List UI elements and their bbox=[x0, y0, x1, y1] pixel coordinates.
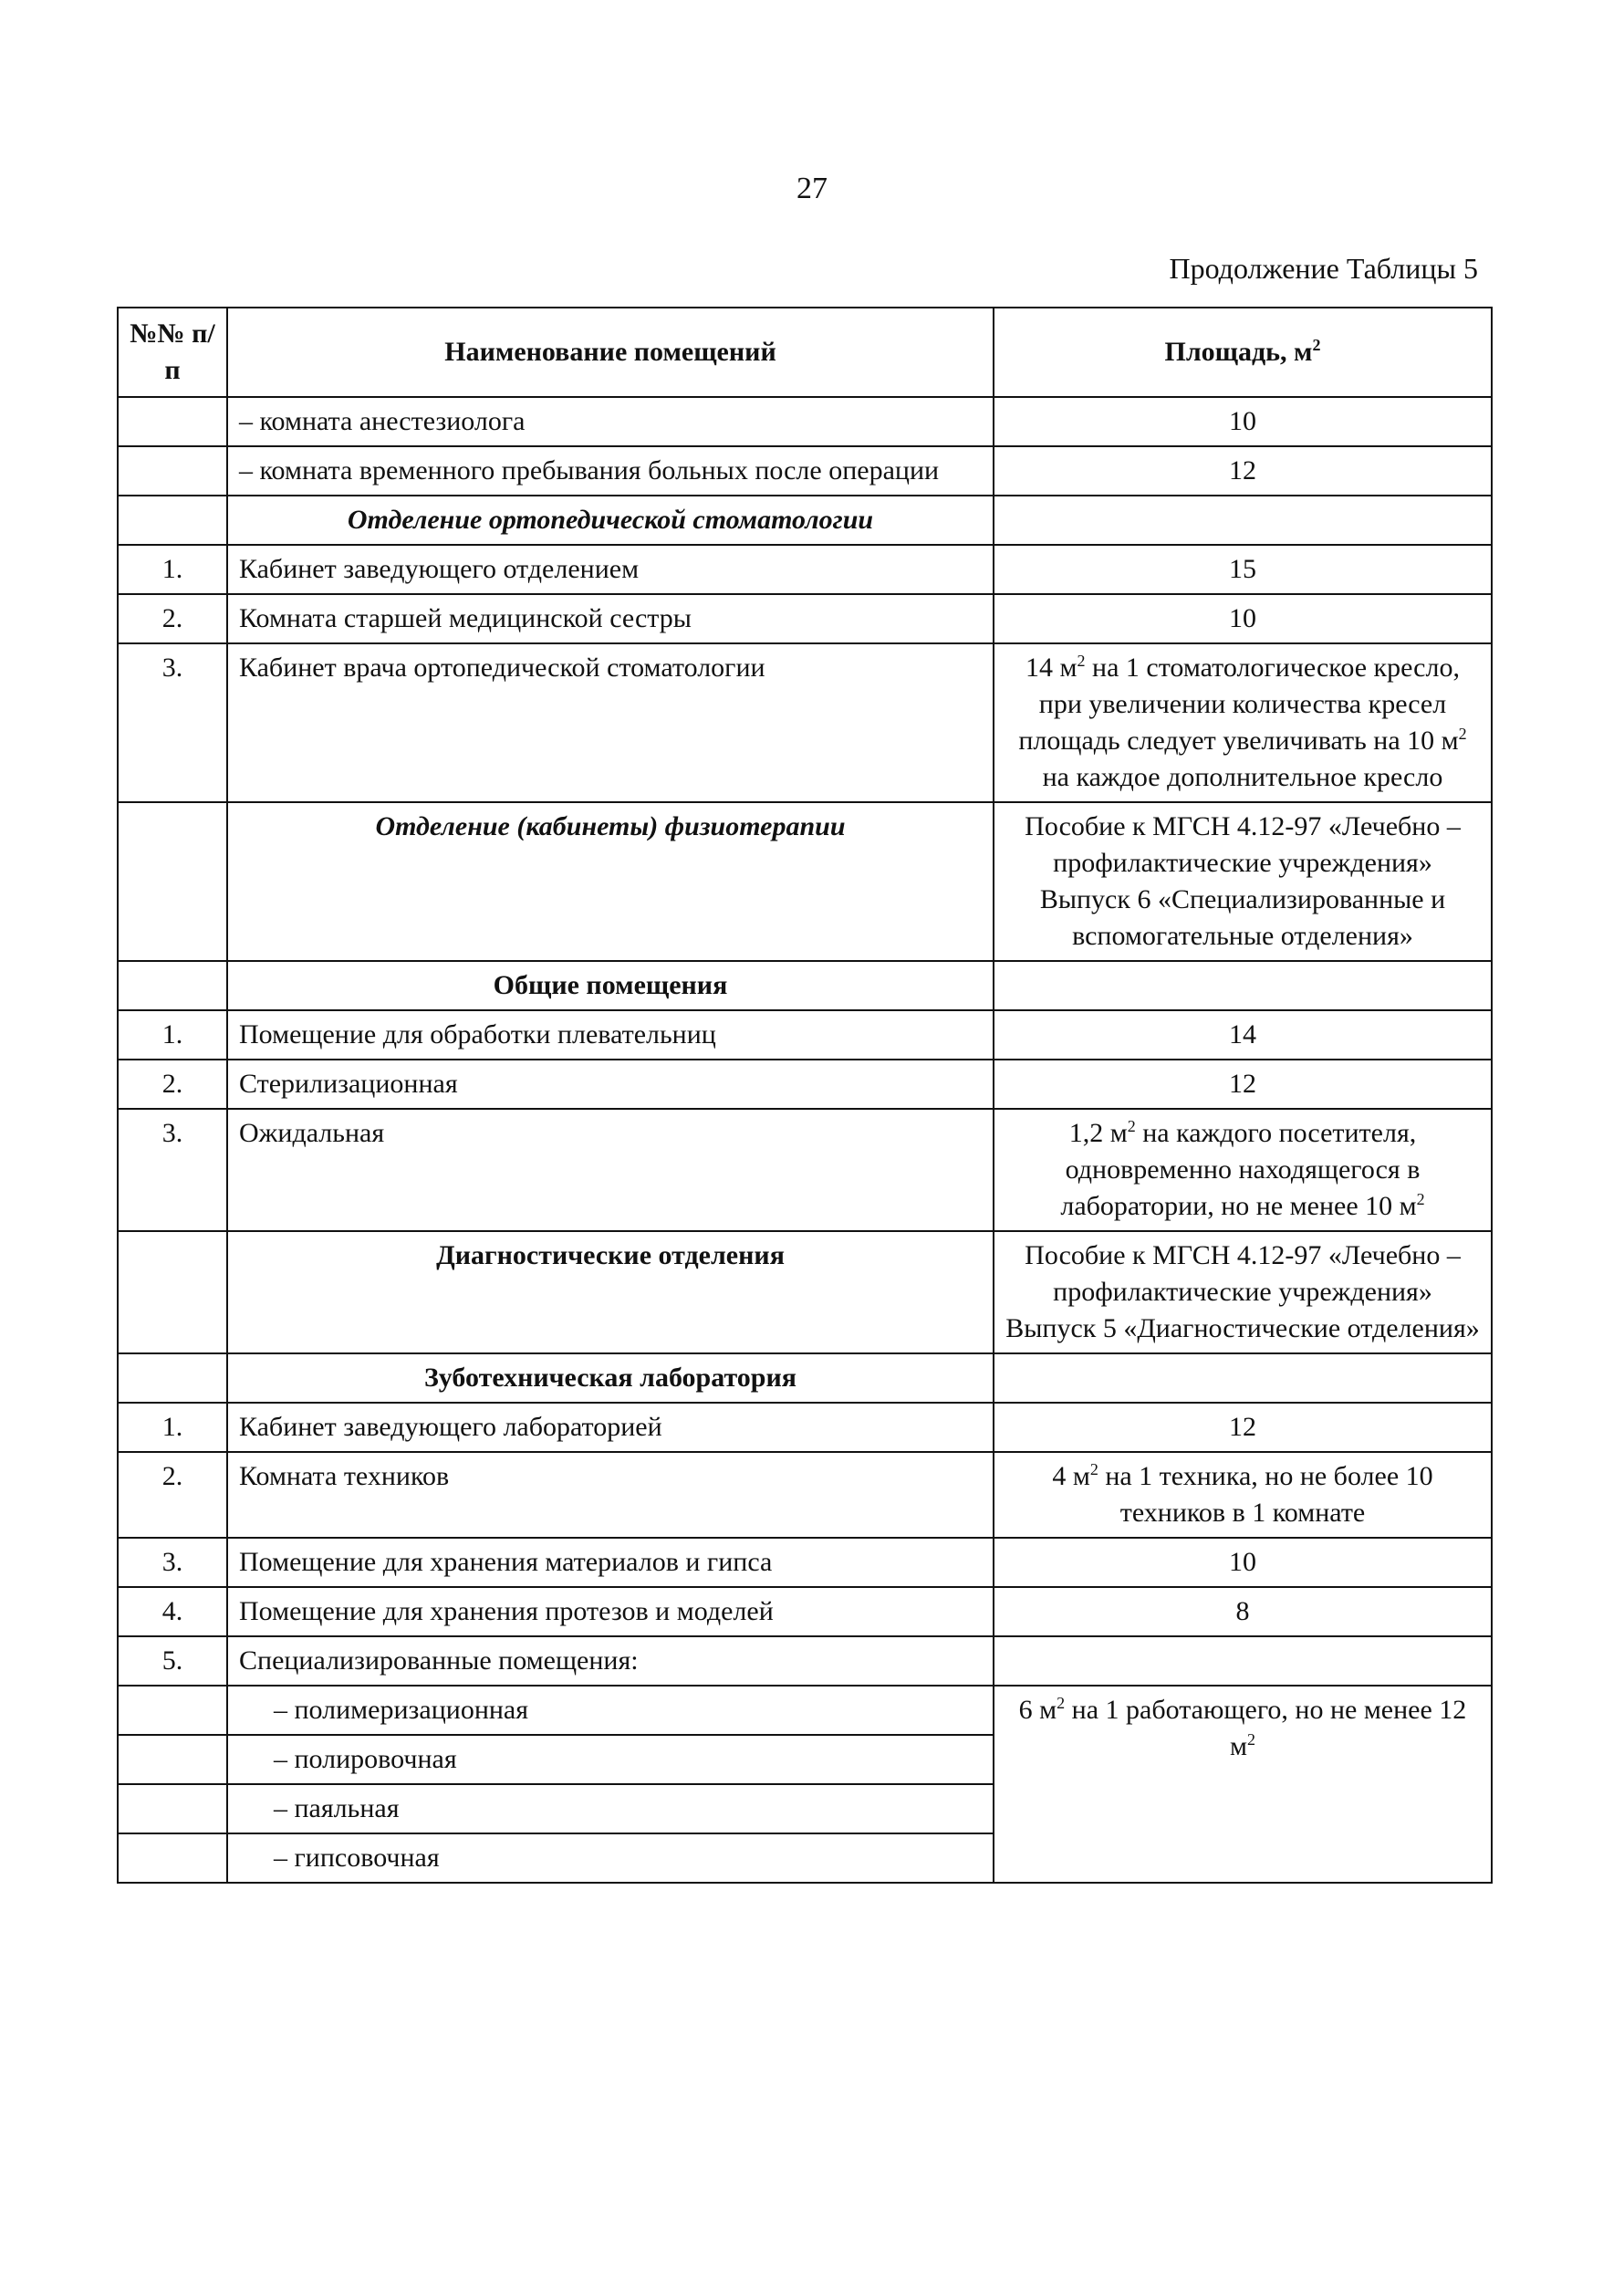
table-row bbox=[118, 643, 1492, 802]
room-area: 1,2 $м^2$ на каждого посетителя, одновременно находящегося в лаборатории, но не менее 10 $м^2$ bbox=[994, 1109, 1492, 1231]
row-number bbox=[118, 961, 227, 1010]
room-name: Кабинет заведующего лабораторией bbox=[227, 1403, 994, 1452]
room-area: 15 bbox=[994, 545, 1492, 594]
room-name: Помещение для хранения материалов и гипса bbox=[227, 1538, 994, 1587]
room-area: 14 bbox=[994, 1010, 1492, 1060]
row-number: 1. bbox=[118, 545, 227, 594]
room-name: – комната анестезиолога bbox=[227, 397, 994, 446]
section-title: Отделение ортопедической стоматологии bbox=[227, 496, 994, 545]
room-name: – гипсовочная bbox=[227, 1833, 994, 1883]
section-row bbox=[118, 802, 1492, 961]
section-title: Отделение (кабинеты) физиотерапии bbox=[227, 802, 994, 961]
row-number bbox=[118, 1784, 227, 1833]
room-area: 10 bbox=[994, 594, 1492, 643]
row-number: 1. bbox=[118, 1010, 227, 1060]
table-row bbox=[118, 1403, 1492, 1452]
room-name: Кабинет врача ортопедической стоматологии bbox=[227, 643, 994, 802]
row-number bbox=[118, 1735, 227, 1784]
room-area: 12 bbox=[994, 1060, 1492, 1109]
room-area: 8 bbox=[994, 1587, 1492, 1636]
room-name: Помещение для обработки плевательниц bbox=[227, 1010, 994, 1060]
superscript-2: 2 bbox=[1089, 1460, 1098, 1478]
section-title: Зуботехническая лаборатория bbox=[227, 1353, 994, 1403]
section-title: Общие помещения bbox=[227, 961, 994, 1010]
table-row bbox=[118, 1010, 1492, 1060]
room-area: Пособие к МГСН 4.12-97 «Лечебно – профилактические учреждения» Выпуск 5 «Диагностические отделения» bbox=[994, 1231, 1492, 1353]
row-number: 3. bbox=[118, 643, 227, 802]
table-row bbox=[118, 1686, 1492, 1735]
row-number: 3. bbox=[118, 1109, 227, 1231]
table-row bbox=[118, 1587, 1492, 1636]
header-num: №№ п/п bbox=[118, 308, 227, 397]
superscript-2: 2 bbox=[1246, 1730, 1255, 1749]
table-row bbox=[118, 1060, 1492, 1109]
room-area bbox=[994, 961, 1492, 1010]
superscript-2: 2 bbox=[1077, 652, 1086, 670]
room-name: – полировочная bbox=[227, 1735, 994, 1784]
room-name: Ожидальная bbox=[227, 1109, 994, 1231]
table-row bbox=[118, 397, 1492, 446]
table-row bbox=[118, 446, 1492, 496]
section-row bbox=[118, 496, 1492, 545]
room-name: Помещение для хранения протезов и моделей bbox=[227, 1587, 994, 1636]
row-number bbox=[118, 1686, 227, 1735]
page-number: 27 bbox=[796, 172, 828, 205]
room-area: 4 $м^2$ на 1 техника, но не более 10 техников в 1 комнате bbox=[994, 1452, 1492, 1538]
row-number bbox=[118, 1231, 227, 1353]
room-name: Стерилизационная bbox=[227, 1060, 994, 1109]
superscript-2: 2 bbox=[1416, 1190, 1425, 1208]
row-number bbox=[118, 446, 227, 496]
room-area bbox=[994, 1353, 1492, 1403]
superscript-2: 2 bbox=[1127, 1117, 1136, 1135]
row-number: 4. bbox=[118, 1587, 227, 1636]
table-row bbox=[118, 594, 1492, 643]
header-area bbox=[994, 308, 1492, 397]
row-number bbox=[118, 496, 227, 545]
superscript-2: 2 bbox=[1057, 1694, 1066, 1712]
room-name: Комната техников bbox=[227, 1452, 994, 1538]
row-number: 5. bbox=[118, 1636, 227, 1686]
room-area bbox=[994, 1636, 1492, 1686]
superscript-2: 2 bbox=[1458, 725, 1467, 743]
room-area: Пособие к МГСН 4.12-97 «Лечебно – профилактические учреждения» Выпуск 6 «Специализированные и вспомогательные отделения» bbox=[994, 802, 1492, 961]
row-number bbox=[118, 1353, 227, 1403]
table-row bbox=[118, 1452, 1492, 1538]
rooms-table bbox=[117, 307, 1493, 1884]
room-area bbox=[994, 496, 1492, 545]
room-name: Комната старшей медицинской сестры bbox=[227, 594, 994, 643]
header-area-sup: 2 bbox=[1312, 336, 1321, 354]
room-name: – комната временного пребывания больных после операции bbox=[227, 446, 994, 496]
row-number: 2. bbox=[118, 1060, 227, 1109]
table-body bbox=[118, 397, 1492, 1883]
header-name: Наименование помещений bbox=[227, 308, 994, 397]
section-row bbox=[118, 1231, 1492, 1353]
room-area: 10 bbox=[994, 1538, 1492, 1587]
table-row bbox=[118, 545, 1492, 594]
room-name: – полимеризационная bbox=[227, 1686, 994, 1735]
section-row bbox=[118, 1353, 1492, 1403]
room-area: 6 $м^2$ на 1 работающего, но не менее 12 $м^2$ bbox=[994, 1686, 1492, 1883]
row-number bbox=[118, 1833, 227, 1883]
table-row bbox=[118, 1109, 1492, 1231]
table-continuation-caption: Продолжение Таблицы 5 bbox=[1169, 252, 1478, 285]
room-name: – паяльная bbox=[227, 1784, 994, 1833]
row-number: 1. bbox=[118, 1403, 227, 1452]
row-number: 2. bbox=[118, 594, 227, 643]
section-title: Диагностические отделения bbox=[227, 1231, 994, 1353]
row-number: 3. bbox=[118, 1538, 227, 1587]
row-number bbox=[118, 397, 227, 446]
table-header-row bbox=[118, 308, 1492, 397]
table-row bbox=[118, 1636, 1492, 1686]
room-area: 12 bbox=[994, 446, 1492, 496]
room-name: Специализированные помещения: bbox=[227, 1636, 994, 1686]
section-row bbox=[118, 961, 1492, 1010]
row-number bbox=[118, 802, 227, 961]
row-number: 2. bbox=[118, 1452, 227, 1538]
room-area: 14 $м^2$ на 1 стоматологическое кресло, при увеличении количества кресел площадь следует увеличивать на 10 $м^2$ на каждое дополнительное кресло bbox=[994, 643, 1492, 802]
room-area: 10 bbox=[994, 397, 1492, 446]
table-row bbox=[118, 1538, 1492, 1587]
room-area: 12 bbox=[994, 1403, 1492, 1452]
header-area-text: Площадь, м bbox=[1164, 337, 1313, 367]
room-name: Кабинет заведующего отделением bbox=[227, 545, 994, 594]
